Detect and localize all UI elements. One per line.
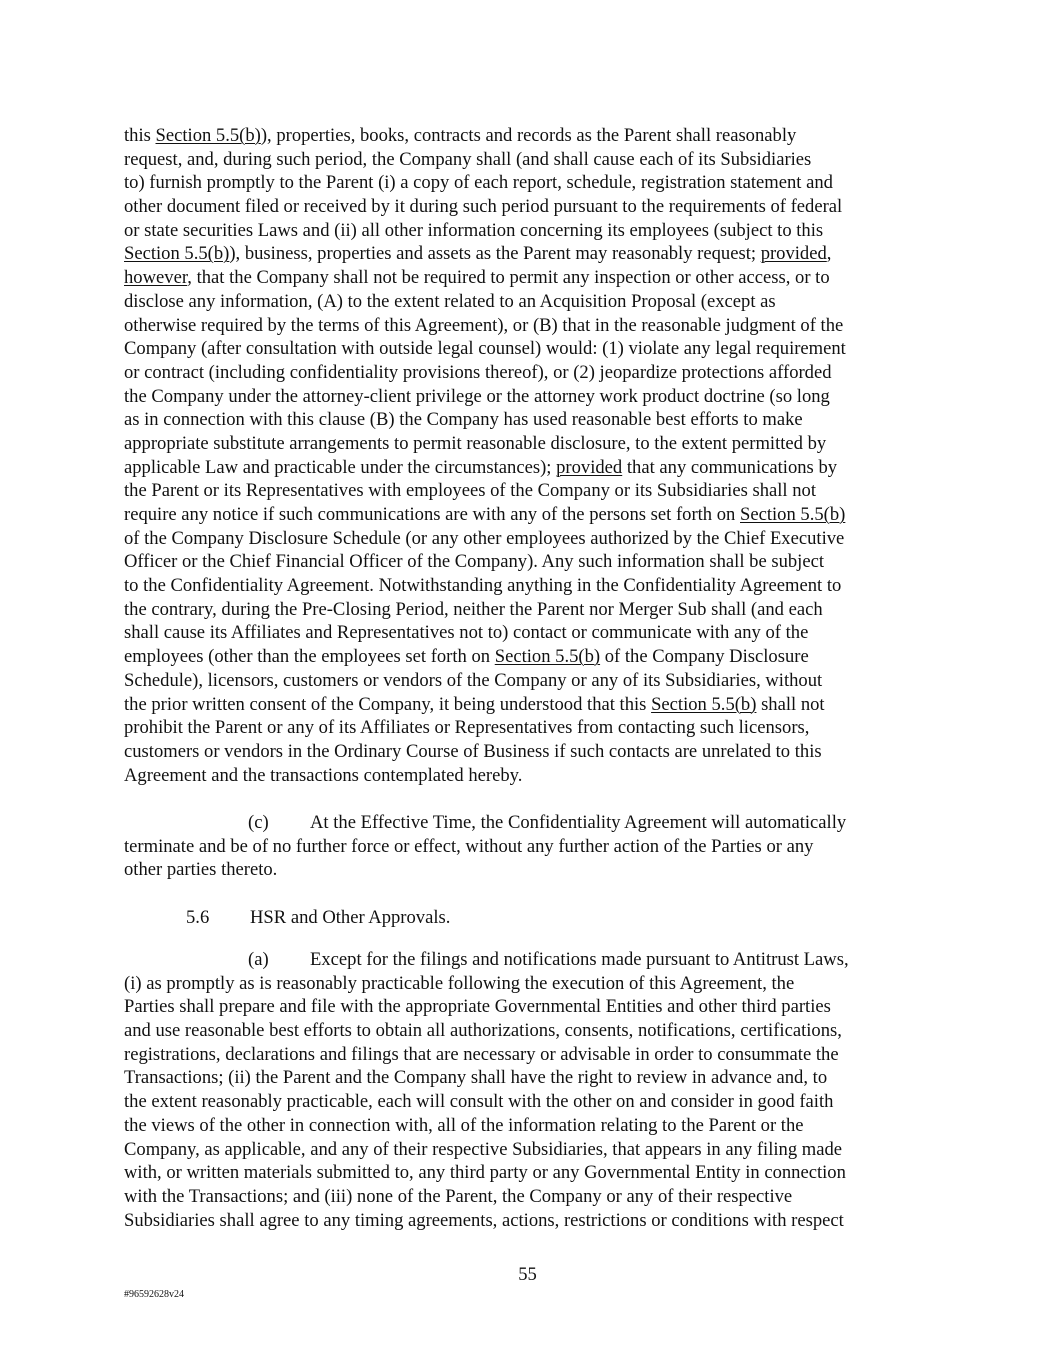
text-line: other parties thereto.: [124, 859, 278, 881]
section-reference: Section 5.5(b): [494, 646, 601, 668]
section-number: 5.6: [186, 907, 210, 928]
section-reference: Section 5.5(b): [124, 243, 230, 265]
text-line: the extent reasonably practicable, each will consult with the other on and consider in good faith: [124, 1091, 834, 1113]
text-line: registrations, declarations and filings that are necessary or advisable in order to consummate the: [124, 1043, 839, 1065]
text-line: prohibit the Parent or any of its Affiliates or Representatives from contacting such licensors,: [124, 717, 810, 739]
section-heading: [124, 906, 932, 930]
text-line: Schedule), licensors, customers or vendors of the Company or any of its Subsidiaries, without: [124, 669, 823, 691]
text-line: otherwise required by the terms of this Agreement), or (B) that in the reasonable judgment of the: [124, 314, 844, 336]
text-line: Parties shall prepare and file with the appropriate Governmental Entities and other third parties: [124, 996, 831, 1018]
text-line: employees (other than the employees set forth on Section 5.5(b) of the Company Disclosure: [124, 646, 809, 668]
section-reference: Section 5.5(b): [740, 504, 846, 525]
section-reference: Section 5.5(b): [651, 693, 757, 715]
text-line: the views of the other in connection with, all of the information relating to the Parent or the: [124, 1114, 804, 1136]
text-line: shall cause its Affiliates and Representatives not to) contact or communicate with any of the: [124, 622, 809, 644]
text-line: the Company under the attorney-client privilege or the attorney work product doctrine (so long: [124, 385, 830, 407]
text-line: applicable Law and practicable under the circumstances); provided that any communications by: [124, 456, 838, 478]
text-line: Transactions; (ii) the Parent and the Company shall have the right to review in advance and, to: [124, 1067, 828, 1089]
paragraph-c-confidentiality-termination: [124, 811, 932, 882]
paragraph-a-filings: [124, 948, 932, 1232]
text-line: as in connection with this clause (B) the Company has used reasonable best efforts to make: [124, 409, 803, 431]
text-line: disclose any information, (A) to the extent related to an Acquisition Proposal (except as: [124, 290, 776, 312]
text-line: (a) Except for the filings and notifications made pursuant to Antitrust Laws,: [248, 949, 849, 970]
text-line: the contrary, during the Pre-Closing Period, neither the Parent nor Merger Sub shall (and each: [124, 598, 823, 620]
text-line: of the Company Disclosure Schedule (or any other employees authorized by the Chief Executive: [124, 527, 845, 549]
text-line: (c) At the Effective Time, the Confidentiality Agreement will automatically: [248, 812, 847, 833]
text-line: the prior written consent of the Company, it being understood that this Section 5.5(b) shall not: [124, 693, 825, 715]
text-line: Officer or the Chief Financial Officer of the Company). Any such information shall be subject: [124, 551, 825, 573]
section-title: HSR and Other Approvals.: [250, 907, 451, 928]
text-line: appropriate substitute arrangements to permit reasonable disclosure, to the extent permitted by: [124, 432, 827, 454]
document-id: #96592628v24: [124, 1289, 184, 1300]
text-line: Agreement and the transactions contemplated hereby.: [124, 764, 523, 786]
text-line: or state securities Laws and (ii) all other information concerning its employees (subject to this: [124, 219, 824, 241]
text-line: require any notice if such communications are with any of the persons set forth on Section 5.5(b): [124, 504, 846, 525]
text-line: or contract (including confidentiality provisions thereof), or (2) jeopardize protections afforded: [124, 361, 832, 383]
provided-term: provided: [760, 243, 827, 265]
text-line: this Section 5.5(b)), properties, books, contracts and records as the Parent shall reasonably: [124, 125, 797, 146]
text-line: with the Transactions; and (iii) none of the Parent, the Company or any of their respective: [124, 1185, 793, 1207]
text-line: Company, as applicable, and any of their respective Subsidiaries, that appears in any filing made: [124, 1138, 843, 1160]
text-line: request, and, during such period, the Company shall (and shall cause each of its Subsidiaries: [124, 148, 812, 170]
text-line: the Parent or its Representatives with employees of the Company or its Subsidiaries shall not: [124, 480, 816, 502]
page-number: 55: [518, 1264, 537, 1285]
paragraph-access-to-information: [124, 124, 932, 787]
text-line: Subsidiaries shall agree to any timing agreements, actions, restrictions or conditions with respect: [124, 1209, 844, 1231]
text-line: Company (after consultation with outside legal counsel) would: (1) violate any legal requirement: [124, 338, 846, 360]
text-line: terminate and be of no further force or effect, without any further action of the Parties or any: [124, 835, 814, 857]
text-line: to the Confidentiality Agreement. Notwithstanding anything in the Confidentiality Agreement to: [124, 575, 842, 597]
however-term: however: [124, 267, 188, 289]
text-line: and use reasonable best efforts to obtain all authorizations, consents, notifications, certifications,: [124, 1020, 842, 1042]
provided-term: provided: [556, 456, 623, 478]
text-line: however, that the Company shall not be required to permit any inspection or other access, or to: [124, 267, 830, 289]
text-line: customers or vendors in the Ordinary Course of Business if such contacts are unrelated to this: [124, 740, 822, 762]
text-line: with, or written materials submitted to, any third party or any Governmental Entity in connection: [124, 1162, 846, 1184]
text-line: (i) as promptly as is reasonably practicable following the execution of this Agreement, the: [124, 972, 795, 994]
text-line: Section 5.5(b)), business, properties and assets as the Parent may reasonably request; provided,: [124, 243, 832, 265]
clause-label: (c): [248, 812, 269, 833]
text-line: to) furnish promptly to the Parent (i) a copy of each report, schedule, registration statement and: [124, 172, 833, 194]
text-line: other document filed or received by it during such period pursuant to the requirements of federal: [124, 196, 843, 218]
section-reference: Section 5.5(b): [155, 125, 261, 146]
clause-label: (a): [248, 949, 269, 970]
